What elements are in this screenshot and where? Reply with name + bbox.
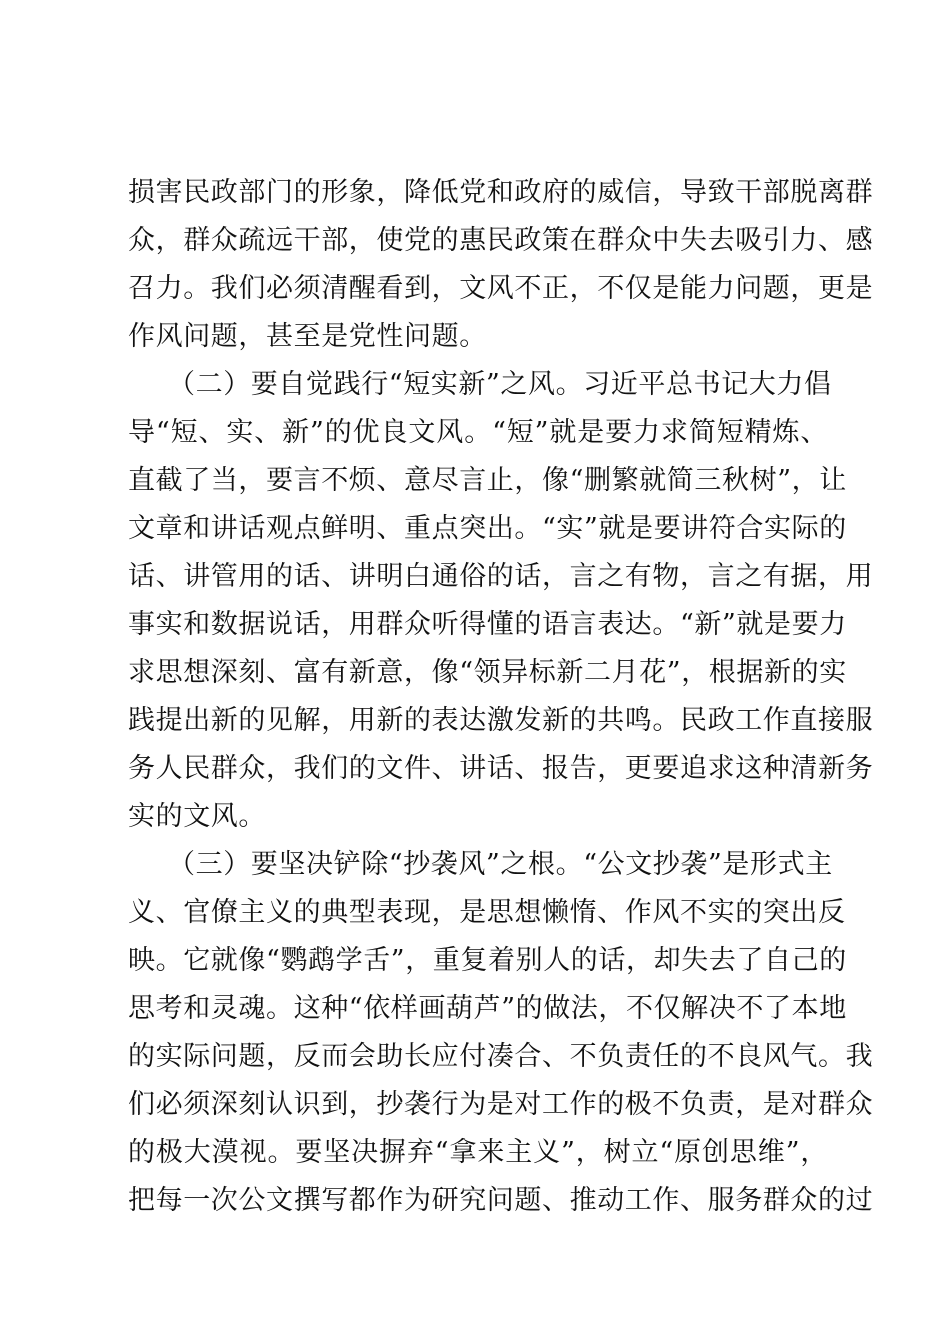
text-line: 践提出新的见解，用新的表达激发新的共鸣。民政工作直接服 [128,705,874,736]
paragraph-heading-line: （三）要坚决铲除“抄袭风”之根。“公文抄袭”是形式主 [168,849,833,880]
text-line: 事实和数据说话，用群众听得懂的语言表达。“新”就是要力 [128,609,847,640]
text-line: 务人民群众，我们的文件、讲话、报告，更要追求这种清新务 [128,753,874,784]
paragraph-heading-line: （二）要自觉践行“短实新”之风。习近平总书记大力倡 [168,369,832,400]
text-line: 导“短、实、新”的优良文风。“短”就是要力求简短精炼、 [128,417,828,448]
text-line: 求思想深刻、富有新意，像“领异标新二月花”，根据新的实 [128,657,847,688]
text-line: 映。它就像“鹦鹉学舌”，重复着别人的话，却失去了自己的 [128,945,847,976]
text-line: 众，群众疏远干部，使党的惠民政策在群众中失去吸引力、感 [128,225,874,256]
text-line: 实的文风。 [128,801,266,832]
text-line: 文章和讲话观点鲜明、重点突出。“实”就是要讲符合实际的 [128,513,847,544]
text-line: 的实际问题，反而会助长应付凑合、不负责任的不良风气。我 [128,1041,874,1072]
text-line: 思考和灵魂。这种“依样画葫芦”的做法，不仅解决不了本地 [128,993,847,1024]
text-line: 直截了当，要言不烦、意尽言止，像“删繁就简三秋树”，让 [128,465,847,496]
text-line: 的极大漠视。要坚决摒弃“拿来主义”，树立“原创思维”， [128,1137,828,1168]
text-line: 作风问题，甚至是党性问题。 [128,321,487,352]
text-line: 义、官僚主义的典型表现，是思想懒惰、作风不实的突出反 [128,897,846,928]
text-line: 把每一次公文撰写都作为研究问题、推动工作、服务群众的过 [128,1185,874,1216]
text-line: 损害民政部门的形象，降低党和政府的威信，导致干部脱离群 [128,177,874,208]
text-line: 话、讲管用的话、讲明白通俗的话，言之有物，言之有据，用 [128,561,874,592]
text-line: 们必须深刻认识到，抄袭行为是对工作的极不负责，是对群众 [128,1089,874,1120]
text-line: 召力。我们必须清醒看到，文风不正，不仅是能力问题，更是 [128,273,874,304]
